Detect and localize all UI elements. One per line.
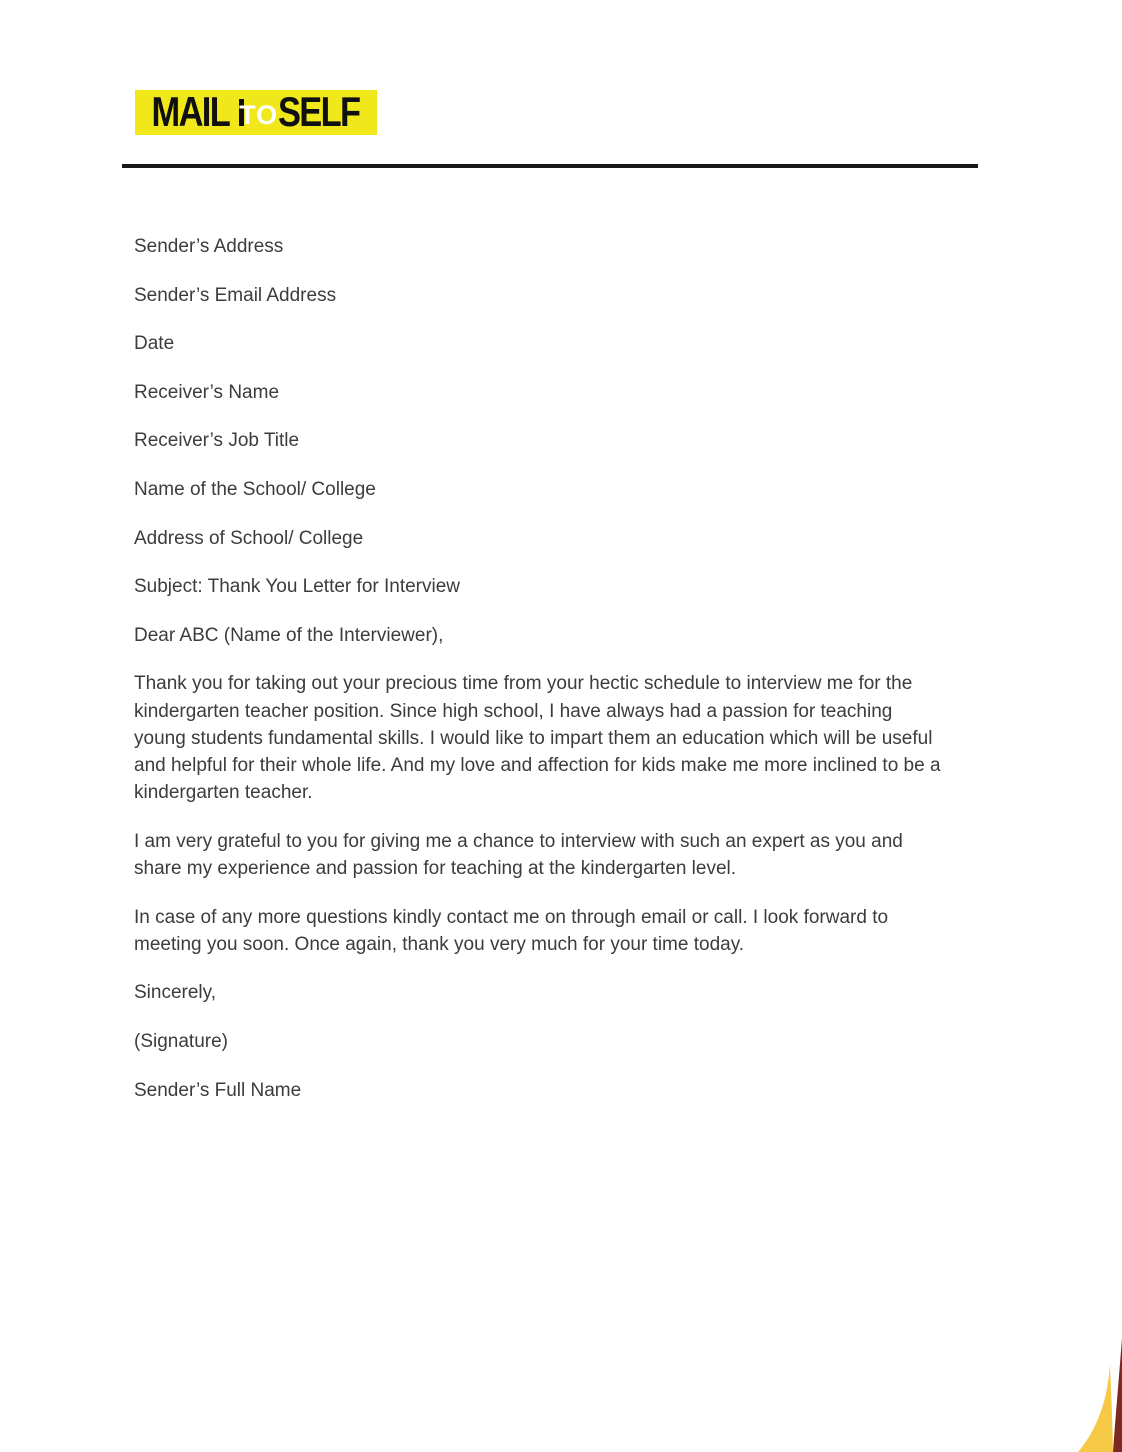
school-address-line: Address of School/ College bbox=[134, 527, 364, 549]
corner-maroon-shape bbox=[1113, 1338, 1122, 1452]
paragraph-line: Thank you for taking out your precious time from your hectic schedule to interview me for the bbox=[134, 673, 913, 695]
logo-text-self: SELF bbox=[278, 87, 360, 135]
paragraph-line: kindergarten teacher. bbox=[134, 782, 313, 804]
paragraph-3 bbox=[134, 904, 1034, 958]
receiver-name-line: Receiver’s Name bbox=[134, 381, 280, 403]
corner-ribbon-decoration bbox=[1002, 1302, 1122, 1452]
signature-line: (Signature) bbox=[134, 1030, 228, 1052]
paragraph-line: share my experience and passion for teaching at the kindergarten level. bbox=[134, 857, 737, 879]
paragraph-line: In case of any more questions kindly contact me on through email or call. I look forward to bbox=[134, 906, 889, 928]
mail-to-self-logo bbox=[135, 87, 377, 135]
paragraph-line: and helpful for their whole life. And my love and affection for kids make me more inclined to be a bbox=[134, 754, 941, 776]
header-divider-line bbox=[122, 164, 978, 168]
corner-gold-shape bbox=[1078, 1364, 1113, 1452]
sender-email-line: Sender’s Email Address bbox=[134, 284, 337, 306]
subject-line: Subject: Thank You Letter for Interview bbox=[134, 576, 461, 598]
paragraph-line: I am very grateful to you for giving me a chance to interview with such an expert as you and bbox=[134, 830, 903, 852]
logo-text-mail: MAIL bbox=[152, 87, 230, 135]
school-name-line: Name of the School/ College bbox=[134, 478, 376, 500]
sincerely-line: Sincerely, bbox=[134, 982, 217, 1004]
receiver-job-title-line: Receiver’s Job Title bbox=[134, 430, 300, 452]
paragraph-1 bbox=[134, 670, 1034, 806]
paragraph-line: young students fundamental skills. I would like to impart them an education which will be useful bbox=[134, 727, 933, 749]
paragraph-line: kindergarten teacher position. Since high school, I have always had a passion for teaching bbox=[134, 700, 893, 722]
paragraph-line: meeting you soon. Once again, thank you very much for your time today. bbox=[134, 933, 745, 955]
paragraph-2 bbox=[134, 828, 1034, 882]
sender-address-line: Sender’s Address bbox=[134, 236, 284, 257]
salutation-line: Dear ABC (Name of the Interviewer), bbox=[134, 624, 444, 646]
sender-full-name-line: Sender’s Full Name bbox=[134, 1079, 302, 1101]
logo-text-to: TO bbox=[239, 100, 279, 130]
letter-body bbox=[134, 233, 1034, 1125]
date-line: Date bbox=[134, 333, 175, 355]
